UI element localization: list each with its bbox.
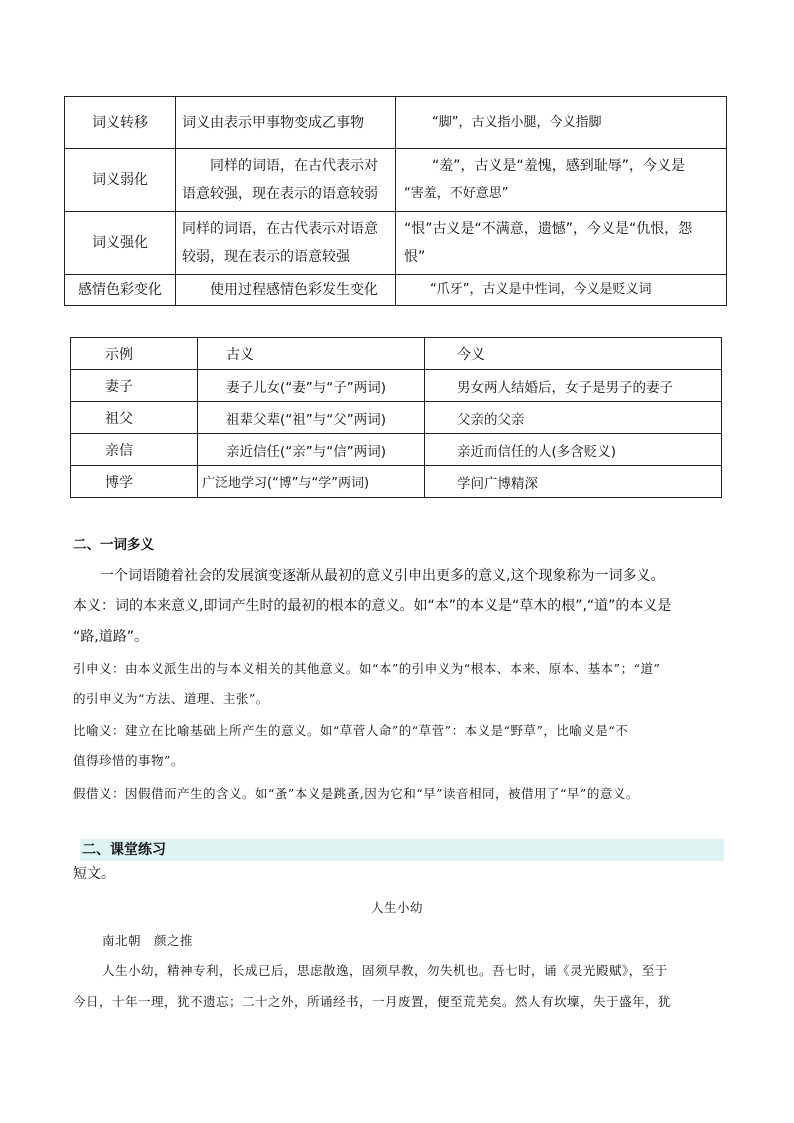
article-title: 人生小幼 bbox=[370, 900, 423, 915]
table-cell: 父亲的父亲 bbox=[425, 402, 722, 434]
table-cell: 男女两人结婚后，女子是男子的妻子 bbox=[425, 370, 722, 402]
table-cell: 妻子 bbox=[71, 370, 198, 402]
header-cell: 今义 bbox=[425, 338, 722, 370]
definition-cell bbox=[176, 149, 396, 212]
paragraph: 的引申义为“方法、道理、主张”。 bbox=[73, 691, 269, 706]
table-row bbox=[71, 402, 722, 434]
section-heading: 二、一词多义 bbox=[73, 537, 154, 553]
definition-cell bbox=[176, 275, 396, 306]
definition-line: 同样的词语，在古代表示对语意 bbox=[182, 221, 378, 237]
table-cell: 祖辈父辈(“祖”与“父”两词) bbox=[198, 402, 425, 434]
definition-line: 词义由表示甲事物变成乙事物 bbox=[182, 114, 364, 131]
table-row bbox=[71, 434, 722, 466]
article-author: 南北朝 颜之推 bbox=[102, 933, 194, 948]
table-cell: 学问广博精深 bbox=[425, 466, 722, 498]
paragraph: 比喻义：建立在比喻基础上所产生的意义。如“草菅人命”的“草菅”：本义是“野草”，比喻义是“不 bbox=[73, 723, 629, 738]
example-line: “害羞，不好意思” bbox=[404, 186, 509, 201]
table-cell: 妻子儿女(“妻”与“子”两词) bbox=[198, 370, 425, 402]
definition-line: 同样的词语，在古代表示对 bbox=[182, 158, 378, 174]
table-row bbox=[65, 212, 727, 275]
example-cell bbox=[396, 97, 727, 149]
article-line: 人生小幼，精神专利，长成已后，思虑散逸，固须早教，勿失机也。吾七时，诵《灵光殿赋》，至于 bbox=[102, 963, 668, 978]
table-cell: 亲近而信任的人(多含贬义) bbox=[425, 434, 722, 466]
example-line: 恨” bbox=[404, 249, 426, 265]
header-cell: 古义 bbox=[198, 338, 425, 370]
paragraph: 假借义：因假借而产生的含义。如“蚤”本义是跳蚤,因为它和“早”读音相同，被借用了“早”的意义。 bbox=[73, 786, 639, 801]
ancient-modern-meaning-table bbox=[70, 337, 722, 498]
example-cell bbox=[396, 275, 727, 306]
word-meaning-change-table bbox=[64, 96, 727, 306]
section-heading: 二、课堂练习 bbox=[82, 842, 166, 858]
definition-line: 较弱，现在表示的语意较强 bbox=[182, 249, 350, 265]
example-line: “恨”古义是“不满意，遗憾”，今义是“仇恨，怨 bbox=[404, 221, 693, 237]
table-row bbox=[71, 466, 722, 498]
term-cell: 感情色彩变化 bbox=[65, 275, 176, 306]
table-row bbox=[65, 97, 727, 149]
table-header-row bbox=[71, 338, 722, 370]
table-row bbox=[71, 370, 722, 402]
term-cell: 词义转移 bbox=[65, 97, 176, 149]
definition-line: 使用过程感情色彩发生变化 bbox=[182, 282, 378, 298]
term-cell: 词义强化 bbox=[65, 212, 176, 275]
paragraph: 短文。 bbox=[73, 866, 115, 882]
definition-cell bbox=[176, 212, 396, 275]
header-cell: 示例 bbox=[71, 338, 198, 370]
table-row bbox=[65, 275, 727, 306]
table-cell: 亲近信任(“亲”与“信”两词) bbox=[198, 434, 425, 466]
example-line: “脚”，古义指小腿，今义指脚 bbox=[432, 114, 602, 130]
paragraph: 引申义：由本义派生出的与本义相关的其他意义。如“本”的引申义为“根本、本来、原本、基本”；“道” bbox=[73, 661, 661, 676]
paragraph: 本义：词的本来意义,即词产生时的最初的根本的意义。如“本”的本义是“草木的根”,“道”的本义是 bbox=[73, 598, 672, 614]
table-cell: 博学 bbox=[71, 466, 198, 498]
example-line: “爪牙”，古义是中性词，今义是贬义词 bbox=[404, 282, 652, 297]
table-cell: 广泛地学习(“博”与“学”两词) bbox=[198, 466, 425, 498]
example-cell bbox=[396, 149, 727, 212]
paragraph: 值得珍惜的事物”。 bbox=[73, 753, 184, 768]
table-cell: 亲信 bbox=[71, 434, 198, 466]
example-cell bbox=[396, 212, 727, 275]
table-cell: 祖父 bbox=[71, 402, 198, 434]
definition-cell bbox=[176, 97, 396, 149]
paragraph: 一个词语随着社会的发展演变逐渐从最初的意义引申出更多的意义,这个现象称为一词多义。 bbox=[100, 568, 665, 584]
table-row bbox=[65, 149, 727, 212]
definition-line: 语意较强，现在表示的语意较弱 bbox=[182, 186, 378, 202]
example-line: “羞”，古义是“羞愧，感到耻辱”，今义是 bbox=[404, 158, 686, 174]
paragraph: “路,道路”。 bbox=[73, 629, 148, 645]
article-line: 今日，十年一理，犹不遗忘；二十之外，所诵经书，一月废置，便至荒芜矣。然人有坎壈，失于盛年，犹 bbox=[73, 994, 672, 1009]
term-cell: 词义弱化 bbox=[65, 149, 176, 212]
